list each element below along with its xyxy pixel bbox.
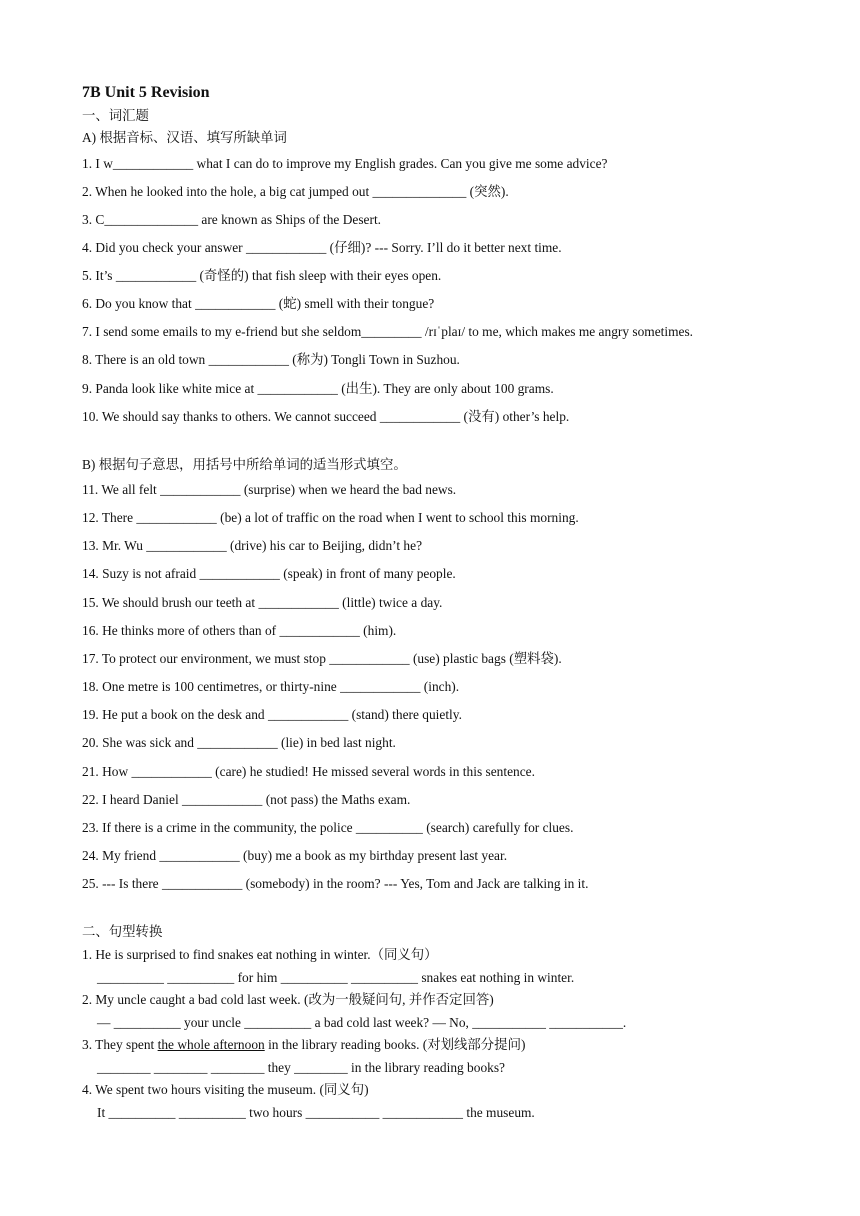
part-b-item: 11. We all felt ____________ (surprise) when we heard the bad news.	[82, 482, 457, 497]
part-b-item: 22. I heard Daniel ____________ (not pass) the Maths exam.	[82, 792, 411, 807]
part-a-item: 5. It’s ____________ (奇怪的) that fish sleep with their eyes open.	[82, 268, 442, 283]
section2-answer-line: ________ ________ ________ they ________ in the library reading books?	[97, 1060, 505, 1075]
part-a-item: 8. There is an old town ____________ (称为) Tongli Town in Suzhou.	[82, 352, 460, 367]
part-a-item: 2. When he looked into the hole, a big cat jumped out ______________ (突然).	[82, 184, 509, 199]
section2-answer-line: __________ __________ for him __________ __________ snakes eat nothing in winter.	[97, 970, 575, 985]
section2-question: 2. My uncle caught a bad cold last week. (改为一般疑问句, 并作否定回答)	[82, 992, 494, 1007]
document-title: 7B Unit 5 Revision	[82, 84, 210, 101]
part-b-item: 16. He thinks more of others than of ____________ (him).	[82, 623, 397, 638]
section2-answer-line: — __________ your uncle __________ a bad cold last week? — No, ___________ ___________.	[97, 1015, 627, 1030]
part-a-item: 1. I w____________ what I can do to improve my English grades. Can you give me some advice?	[82, 156, 608, 171]
part-a-item: 3. C______________ are known as Ships of the Desert.	[82, 212, 382, 227]
part-b-item: 12. There ____________ (be) a lot of traffic on the road when I went to school this morning.	[82, 510, 579, 525]
part-a-item: 10. We should say thanks to others. We cannot succeed ____________ (没有) other’s help.	[82, 409, 570, 424]
part-b-item: 17. To protect our environment, we must stop ____________ (use) plastic bags (塑料袋).	[82, 651, 562, 666]
part-b-item: 20. She was sick and ____________ (lie) in bed last night.	[82, 735, 396, 750]
part-b-heading: B) 根据句子意思，用括号中所给单词的适当形式填空。	[82, 457, 407, 472]
question-text: 3. They spent	[82, 1037, 158, 1052]
section2-question: 4. We spent two hours visiting the museum. (同义句)	[82, 1082, 369, 1097]
part-b-item: 25. --- Is there ____________ (somebody) in the room? --- Yes, Tom and Jack are talking in it.	[82, 876, 589, 891]
section2-answer-line: It __________ __________ two hours ___________ ____________ the museum.	[97, 1105, 535, 1120]
question-text: in the library reading books. (对划线部分提问)	[264, 1037, 526, 1052]
part-a-item: 4. Did you check your answer ____________ (仔细)? --- Sorry. I’ll do it better next time.	[82, 240, 562, 255]
part-b-item: 14. Suzy is not afraid ____________ (speak) in front of many people.	[82, 566, 456, 581]
part-b-item: 21. How ____________ (care) he studied! He missed several words in this sentence.	[82, 764, 535, 779]
part-a-heading: A) 根据音标、汉语、填写所缺单词	[82, 130, 287, 145]
part-b-item: 18. One metre is 100 centimetres, or thirty-nine ____________ (inch).	[82, 679, 460, 694]
part-a-item: 6. Do you know that ____________ (蛇) smell with their tongue?	[82, 296, 435, 311]
section2-heading: 二、句型转换	[82, 924, 163, 939]
part-a-item: 9. Panda look like white mice at ____________ (出生). They are only about 100 grams.	[82, 381, 554, 396]
section2-question: 1. He is surprised to find snakes eat nothing in winter.（同义句）	[82, 947, 438, 962]
part-b-item: 23. If there is a crime in the community, the police __________ (search) carefully for clues.	[82, 820, 574, 835]
part-b-item: 13. Mr. Wu ____________ (drive) his car to Beijing, didn’t he?	[82, 538, 423, 553]
part-b-item: 15. We should brush our teeth at ____________ (little) twice a day.	[82, 595, 443, 610]
part-b-item: 24. My friend ____________ (buy) me a book as my birthday present last year.	[82, 848, 508, 863]
section1-heading: 一、词汇题	[82, 108, 149, 123]
underlined-phrase: the whole afternoon	[157, 1037, 265, 1052]
part-b-item: 19. He put a book on the desk and ____________ (stand) there quietly.	[82, 707, 462, 722]
part-a-item: 7. I send some emails to my e-friend but she seldom_________ /rɪˈplaɪ/ to me, which makes me angry sometimes.	[82, 324, 694, 339]
section2-question	[82, 1036, 525, 1054]
